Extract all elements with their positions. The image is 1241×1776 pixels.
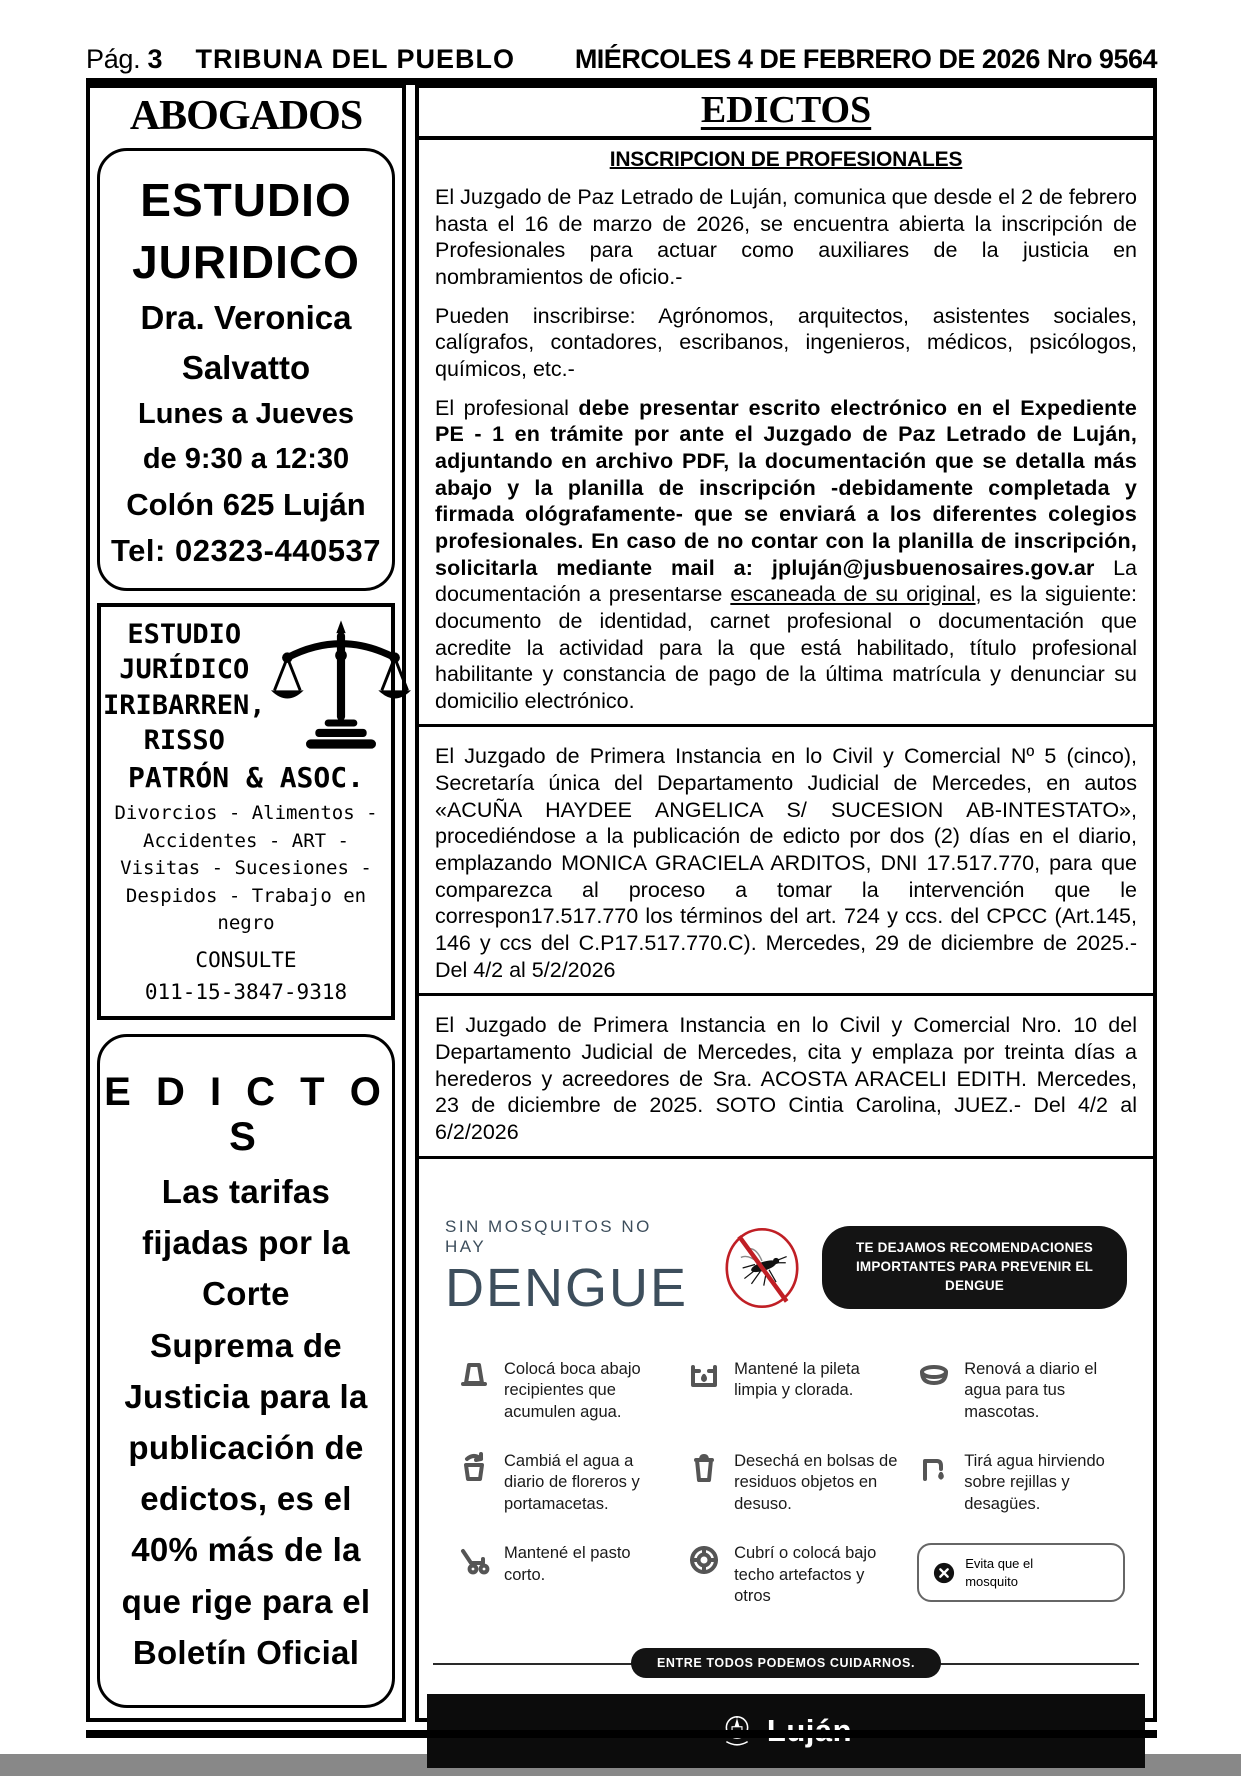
ad1-schedule-line2: de 9:30 a 12:30 <box>142 443 350 476</box>
pet-bowl-icon <box>917 1359 951 1393</box>
ad3-line: fijadas por la <box>142 1224 350 1262</box>
notice-paragraph: El Juzgado de Paz Letrado de Luján, comunica que desde el 2 de febrero hasta el 16 de marzo de 2026, se encuentra abierta la inscripción de Profesionales para actuar como auxiliares de la justicia en nombramientos de oficio.- <box>435 185 1137 289</box>
ad3-line: publicación de <box>128 1429 364 1467</box>
notice-paragraph: Pueden inscribirse: Agrónomos, arquitectos, asistentes sociales, calígrafos, contadores, escribanos, ingenieros, médicos, psicólogos, químicos, etc.- <box>435 303 1137 381</box>
ad3-line: 40% más de la <box>131 1531 361 1569</box>
ad2-title-line4: RISSO <box>143 725 225 757</box>
dengue-kicker: SIN MOSQUITOS NO HAY <box>445 1216 652 1256</box>
ad2-title-block <box>103 617 266 760</box>
tip-item <box>687 1359 903 1423</box>
tip-item <box>457 1359 673 1423</box>
dengue-recommendations-badge: TE DEJAMOS RECOMENDACIONES IMPORTANTES PARA PREVENIR EL DENGUE <box>822 1226 1127 1309</box>
text-segment: El profesional <box>435 395 579 420</box>
dengue-prevention-ad <box>419 1159 1153 1776</box>
ad3-line: que rige para el <box>121 1582 371 1620</box>
ad-estudio-iribarren <box>97 603 395 1020</box>
ad2-consult-label: CONSULTE <box>195 947 297 972</box>
tip-item <box>687 1451 903 1515</box>
ad2-title-line5: PATRÓN & ASOC. <box>127 761 364 794</box>
ad3-line: edictos, es el <box>140 1480 352 1518</box>
tip-text: Cambiá el agua a diario de floreros y portamacetas. <box>504 1451 640 1513</box>
tip-item <box>457 1543 673 1607</box>
masthead <box>86 44 1157 85</box>
ad1-title-line1: ESTUDIO <box>140 174 352 226</box>
tire-icon <box>687 1543 721 1577</box>
edictos-section-title: EDICTOS <box>419 88 1153 140</box>
tip-text: Cubrí o colocá bajo techo artefactos y otros <box>734 1544 877 1606</box>
pool-icon <box>687 1359 721 1393</box>
dengue-tips-grid <box>427 1319 1145 1614</box>
ad2-title-line3: IRIBARREN, <box>103 689 266 721</box>
trash-bin-icon <box>687 1451 721 1485</box>
bottom-rule <box>86 1730 1157 1738</box>
tip-text: Tirá agua hirviendo sobre rejillas y desagües. <box>964 1451 1105 1513</box>
dengue-title: DENGUE <box>445 1257 689 1318</box>
ad1-lawyer-name-line1: Dra. Veronica <box>140 299 352 337</box>
faucet-icon <box>917 1451 951 1485</box>
bold-text-segment: debe presentar escrito electrónico en el Expediente PE - 1 en trámite por ante el Juzgado de Paz Letrado de Luján, adjuntando en archivo PDF, la documentación que se detalla más abajo y la planilla de inscripción -debidamente completada y firmada ológrafamente- que se enviará a los diferentes colegios profesionales. En caso de no contar con la planilla de inscripción, solicitarla mediante mail a: jpluján@jusbuenosaires.gov.ar <box>435 395 1138 580</box>
mosquito-block-icon <box>933 1562 955 1584</box>
ad2-phone: 011-15-3847-9318 <box>144 979 348 1004</box>
dengue-footer <box>433 1648 1139 1678</box>
text-segment: La documentación a presentarse <box>435 555 1138 607</box>
ad2-title-line2: JURÍDICO <box>119 654 250 686</box>
scales-of-justice-icon <box>266 618 416 758</box>
ad2-title-line1: ESTUDIO <box>127 618 242 650</box>
page-label: Pág. <box>86 44 141 74</box>
ad3-line: Suprema de <box>150 1326 342 1364</box>
edictos-column <box>415 84 1157 1722</box>
notice-inscripcion-profesionales <box>419 140 1153 727</box>
abogados-column <box>86 84 406 1722</box>
tip-item <box>457 1451 673 1515</box>
tip-text: Mantené el pasto corto. <box>504 1544 631 1584</box>
ad-edictos-tarifas <box>97 1034 395 1708</box>
legal-notices <box>419 140 1153 1776</box>
tip-item <box>687 1543 903 1607</box>
ad1-schedule-line1: Lunes a Jueves <box>138 398 354 431</box>
ad3-line: Las tarifas <box>161 1173 331 1211</box>
callout-text: Evita que el mosquito <box>965 1556 1034 1589</box>
tip-text: Colocá boca abajo recipientes que acumulen agua. <box>504 1359 641 1421</box>
masthead-left <box>86 44 515 75</box>
ad1-lawyer-name-line2: Salvatto <box>181 348 311 386</box>
lawnmower-icon <box>457 1543 491 1577</box>
notice-paragraph: El Juzgado de Primera Instancia en lo Civil y Comercial Nro. 10 del Departamento Judicial de Mercedes, cita y emplaza por treinta días a herederos y acreedores de Sra. ACOSTA ARACELI EDITH. Mercedes, 23 de diciembre de 2025. SOTO Cintia Carolina, JUEZ.- Del 4/2 al 6/2/2026 <box>435 1013 1137 1144</box>
page-number: 3 <box>147 44 163 74</box>
tip-text: Mantené la pileta limpia y clorada. <box>734 1359 860 1400</box>
notice-paragraph <box>435 395 1137 715</box>
text-segment: , es la siguiente: documento de identidad, carnet profesional o documentación que acredite la actividad para la que está habilitado, título profesional habilitante y constancia de pago de la última matrícula y denunciar su domicilio electrónico. <box>435 582 1137 713</box>
ad3-line: Justicia para la <box>124 1377 368 1415</box>
date-line: MIÉRCOLES 4 DE FEBRERO DE 2026 Nro 9564 <box>574 44 1157 74</box>
container-upside-down-icon <box>457 1359 491 1393</box>
newspaper-name: TRIBUNA DEL PUEBLO <box>195 44 515 74</box>
notice-sucesion-acuna <box>419 727 1153 996</box>
notice-heading: INSCRIPCION DE PROFESIONALES <box>609 148 963 171</box>
ad3-title: E D I C T O S <box>104 1069 388 1159</box>
ad-estudio-juridico-salvatto <box>97 148 395 591</box>
content-columns <box>86 84 1157 1722</box>
notice-paragraph: El Juzgado de Primera Instancia en lo Civil y Comercial Nº 5 (cinco), Secretaría única del Departamento Judicial de Mercedes, en autos «ACUÑA HAYDEE ANGELICA S/ SUCESION AB-INTESTATO», procediéndose a la publicación de edicto por dos (2) días en el diario, emplazando MONICA GRACIELA ARDITOS, DNI 17.517.770, para que comparezca al proceso a tomar la intervención que le correspon17.517.770 los términos del art. 724 y ccs. del CPCC (Art.145, 146 y ccs del C.P17.517.770.C). Mercedes, 29 de diciembre de 2025.- Del 4/2 al 5/2/2026 <box>435 744 1137 982</box>
dengue-header <box>427 1169 1145 1319</box>
ad3-line: Boletín Oficial <box>132 1633 360 1671</box>
abogados-section-title: ABOGADOS <box>129 93 363 139</box>
dengue-brand <box>445 1217 688 1319</box>
dengue-footer-badge: ENTRE TODOS PODEMOS CUIDARNOS. <box>631 1648 941 1678</box>
ad2-services: Divorcios - Alimentos - Accidentes - ART - Visitas - Sucesiones - Despidos - Trabajo en negro <box>114 802 378 935</box>
tip-item <box>917 1451 1125 1515</box>
ad1-address: Colón 625 Luján <box>126 487 366 523</box>
notice-sucesion-acosta <box>419 996 1153 1158</box>
mosquito-warning-callout <box>917 1543 1125 1602</box>
no-mosquito-icon <box>718 1222 806 1314</box>
ad1-title-line2: JURIDICO <box>132 236 360 289</box>
ad1-phone: Tel: 02323-440537 <box>111 532 381 568</box>
underlined-text-segment: escaneada de su original <box>730 582 976 607</box>
ad3-line: Corte <box>202 1275 290 1313</box>
tip-text: Renová a diario el agua para tus mascotas. <box>964 1359 1098 1421</box>
tip-item <box>917 1359 1125 1423</box>
tip-text: Desechá en bolsas de residuos objetos en desuso. <box>734 1451 898 1513</box>
flower-vase-icon <box>457 1451 491 1485</box>
